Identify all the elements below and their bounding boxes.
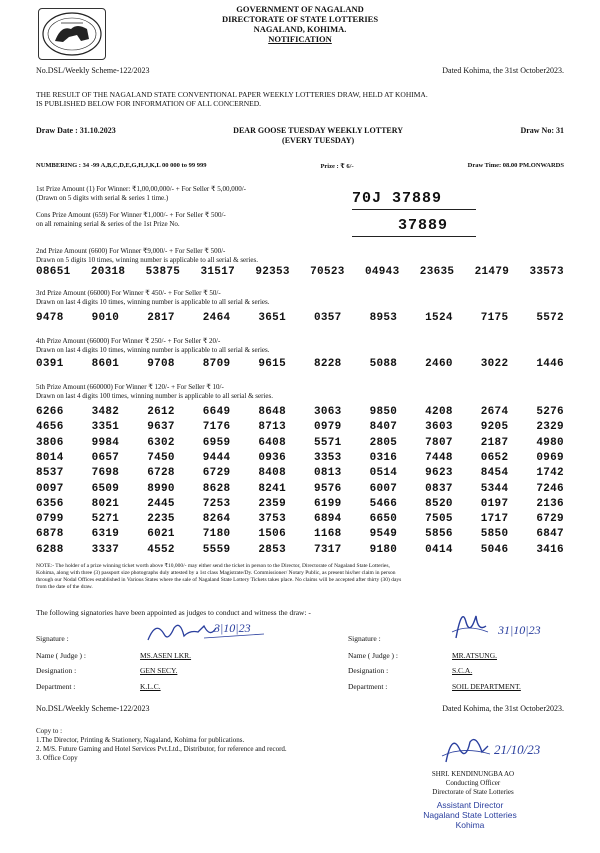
winning-number: 23635 <box>419 266 455 278</box>
winning-number: 2445 <box>147 497 175 510</box>
left-judge-name: MS.ASEN LKR. <box>140 651 192 660</box>
winning-number: 9180 <box>369 543 398 556</box>
winning-number: 7450 <box>147 451 175 464</box>
winning-number: 8021 <box>91 497 120 510</box>
winning-number: 4552 <box>147 543 175 556</box>
winning-number: 0097 <box>36 482 64 495</box>
winning-number: 6650 <box>369 513 398 526</box>
fifth-prize-row <box>36 406 564 418</box>
winning-number: 8648 <box>258 406 286 418</box>
copy-item-3: 3. Office Copy <box>36 754 78 762</box>
winning-number: 7180 <box>202 528 231 541</box>
winning-number: 8953 <box>369 312 398 324</box>
stamp-line-2: Nagaland State Lotteries <box>423 810 517 820</box>
winning-number: 3806 <box>36 436 64 449</box>
winning-number: 8407 <box>369 421 398 434</box>
winning-number: 8990 <box>147 482 175 495</box>
cons-prize-line-1: Cons Prize Amount (659) For Winner ₹1,000/- + For Seller ₹ 500/- <box>36 211 226 219</box>
first-prize-line-2: (Drawn on 5 digits with serial & series 1 time.) <box>36 193 169 202</box>
winning-number: 0969 <box>536 451 564 464</box>
winning-number: 0391 <box>36 358 64 370</box>
winning-number: 6408 <box>258 436 286 449</box>
winning-number: 33573 <box>529 266 564 278</box>
header-line-3: NAGALAND, KOHIMA. <box>253 24 347 34</box>
winning-number: 5572 <box>536 312 564 324</box>
right-judge-name: MR.ATSUNG. <box>452 651 498 660</box>
header-line-1: GOVERNMENT OF NAGALAND <box>236 4 364 14</box>
winning-number: 9549 <box>369 528 398 541</box>
draw-info-row <box>36 126 564 146</box>
winning-number: 20318 <box>90 266 126 278</box>
winning-number: 8014 <box>36 451 64 464</box>
copy-title: Copy to : <box>36 727 63 735</box>
winning-number: 5466 <box>369 497 398 510</box>
winning-number: 04943 <box>364 266 400 278</box>
winning-number: 9623 <box>425 467 453 480</box>
winning-number: 4656 <box>36 421 64 434</box>
copy-item-2: 2. M/S. Future Gaming and Hotel Services Pvt.Ltd., Distributor, for reference and record. <box>36 745 287 753</box>
winning-number: 9708 <box>147 358 175 370</box>
right-judge-department: SOIL DEPARTMENT. <box>452 682 521 691</box>
winning-number: 5271 <box>91 513 120 526</box>
winning-number: 2329 <box>536 421 564 434</box>
winning-number: 0799 <box>36 513 64 526</box>
winning-number: 6021 <box>147 528 175 541</box>
right-department-label: Department : <box>348 682 388 691</box>
note-line-4: from the date of the draw. <box>36 584 93 590</box>
winning-number: 3482 <box>91 406 120 418</box>
fifth-prize-line-1: 5th Prize Amount (660000) For Winner ₹ 120/- + For Seller ₹ 10/- <box>36 383 224 391</box>
officer-name: SHRI. KENDINUNGBA AO <box>431 770 515 778</box>
winning-number: 6728 <box>147 467 175 480</box>
winning-number: 6894 <box>313 513 342 526</box>
draw-number: Draw No: 31 <box>520 126 564 135</box>
winning-number: 2817 <box>147 312 175 324</box>
right-signature-label: Signature : <box>348 634 381 643</box>
third-prize-line-2: Drawn on last 4 digits 10 times, winning number is applicable to all serial & series. <box>36 297 270 306</box>
left-department-label: Department : <box>36 682 76 691</box>
winning-number: 5571 <box>313 436 342 449</box>
fifth-prize-row <box>36 467 564 479</box>
second-prize-numbers <box>36 266 564 278</box>
winning-number: 7246 <box>536 482 564 495</box>
winning-number: 1717 <box>480 513 509 526</box>
winning-number: 0316 <box>369 451 398 464</box>
winning-number: 31517 <box>200 266 235 278</box>
lottery-name: DEAR GOOSE TUESDAY WEEKLY LOTTERY <box>233 126 404 135</box>
winning-number: 8408 <box>258 467 286 480</box>
winning-number: 8228 <box>313 358 342 370</box>
fifth-prize-row <box>36 528 564 540</box>
reference-row <box>36 66 564 75</box>
stamp-line-1: Assistant Director <box>436 800 504 810</box>
svg-text:31|10|23: 31|10|23 <box>498 623 541 637</box>
winning-number: 6266 <box>36 406 64 418</box>
winning-number: 1506 <box>258 528 286 541</box>
winning-number: 0414 <box>425 543 453 556</box>
winning-number: 6959 <box>202 436 231 449</box>
winning-number: 6649 <box>202 406 231 418</box>
winning-number: 2235 <box>147 513 175 526</box>
fifth-prize-row <box>36 437 564 449</box>
cons-prize-line-2: on all remaining serial & series of the 1st Prize No. <box>36 219 180 228</box>
copy-item-1: 1.The Director, Printing & Stationery, Nagaland, Kohima for publications. <box>36 736 245 744</box>
claim-note <box>36 563 564 591</box>
second-prize-text <box>36 247 258 264</box>
fifth-prize-row <box>36 452 564 464</box>
winning-number: 5850 <box>480 528 509 541</box>
fifth-prize-line-2: Drawn on last 4 digits 100 times, winning number is applicable to all serial & series. <box>36 391 273 400</box>
fifth-prize-row <box>36 544 564 556</box>
fourth-prize-line-2: Drawn on last 4 digits 10 times, winning number is applicable to all serial & series. <box>36 345 270 354</box>
first-prize-number: 70J 37889 <box>352 190 443 207</box>
fourth-prize-line-1: 4th Prize Amount (66000) For Winner ₹ 250/- + For Seller ₹ 20/- <box>36 337 221 345</box>
winning-number: 6319 <box>91 528 120 541</box>
scheme-ref: No.DSL/Weekly Scheme-122/2023 <box>36 66 150 75</box>
right-designation-label: Designation : <box>348 666 389 675</box>
winning-number: 6729 <box>202 467 231 480</box>
winning-number: 70523 <box>310 266 345 278</box>
winning-number: 9576 <box>313 482 342 495</box>
fifth-prize-row <box>36 498 564 510</box>
winning-number: 8537 <box>36 467 64 480</box>
winning-number: 2187 <box>480 436 509 449</box>
winning-number: 3063 <box>313 406 342 418</box>
winning-number: 9478 <box>36 312 64 324</box>
winning-number: 2674 <box>480 406 509 418</box>
fifth-prize-row <box>36 513 564 525</box>
winning-number: 9637 <box>147 421 175 434</box>
winning-number: 6288 <box>36 543 64 556</box>
officer-role: Conducting Officer <box>445 779 501 787</box>
fourth-prize-text <box>36 337 270 354</box>
left-judge-department: K.L.C. <box>140 682 161 691</box>
numbering-range: NUMBERING : 34 -99 A,B,C,D,E,G,H,J,K,L 00 000 to 99 999 <box>36 162 207 169</box>
footer-dated-text: Dated Kohima, the 31st October2023. <box>442 704 564 713</box>
notification-title: NOTIFICATION <box>268 34 332 44</box>
winning-number: 2460 <box>425 358 453 370</box>
winning-number: 7698 <box>91 467 120 480</box>
third-prize-line-1: 3rd Prize Amount (66000) For Winner ₹ 450/- + For Seller ₹ 50/- <box>36 289 221 297</box>
winning-number: 08651 <box>36 266 71 278</box>
winning-number: 6302 <box>147 436 175 449</box>
winning-number: 8713 <box>258 421 286 434</box>
winning-number: 0657 <box>91 451 120 464</box>
winning-number: 1524 <box>425 312 453 324</box>
winning-number: 6878 <box>36 528 64 541</box>
winning-number: 2805 <box>369 436 398 449</box>
right-judge-designation: S.C.A. <box>452 666 473 675</box>
third-prize-text <box>36 289 270 306</box>
winning-number: 8601 <box>91 358 120 370</box>
winning-number: 6199 <box>313 497 342 510</box>
winning-number: 8454 <box>480 467 509 480</box>
note-line-3: through our Nodal Offices established in Various States where the sale of Nagaland State Lottery Tickets takes place. No claims will be accepted after thirty (30) days <box>36 577 402 583</box>
winning-number: 0514 <box>369 467 398 480</box>
third-prize-numbers <box>36 312 564 324</box>
winning-number: 6729 <box>536 513 564 526</box>
footer-scheme-ref: No.DSL/Weekly Scheme-122/2023 <box>36 704 150 713</box>
conducting-officer-block <box>388 770 558 797</box>
winning-number: 3022 <box>480 358 509 370</box>
winning-number: 7317 <box>313 543 342 556</box>
winning-number: 6007 <box>369 482 398 495</box>
footer-reference-row <box>36 704 564 713</box>
winning-number: 21479 <box>474 266 510 278</box>
winning-number: 2612 <box>147 406 175 418</box>
ticket-price: Prize : ₹ 6/- <box>320 163 354 170</box>
winning-number: 5276 <box>536 406 564 418</box>
winning-number: 0652 <box>480 451 509 464</box>
note-line-2: Kohima, along with three (3) passport size photographs duly attested by a 1st class Magistrate/Dy. Commissioner/ Notary Public, as present his/her claim in person <box>36 570 396 576</box>
lottery-frequency: (EVERY TUESDAY) <box>282 136 355 145</box>
winning-number: 1446 <box>536 358 564 370</box>
winning-number: 5559 <box>202 543 231 556</box>
winning-number: 9010 <box>91 312 120 324</box>
winning-number: 2464 <box>202 312 231 324</box>
winning-number: 3351 <box>91 421 120 434</box>
winning-number: 5088 <box>369 358 398 370</box>
winning-number: 0936 <box>258 451 286 464</box>
winning-number: 3337 <box>91 543 120 556</box>
winning-number: 2853 <box>258 543 286 556</box>
winning-number: 8709 <box>202 358 231 370</box>
fifth-prize-row <box>36 421 564 433</box>
winning-number: 3651 <box>258 312 286 324</box>
left-signature-label: Signature : <box>36 634 69 643</box>
copy-to-list <box>36 727 287 763</box>
winning-number: 4208 <box>425 406 453 418</box>
winning-number: 0837 <box>425 482 453 495</box>
winning-number: 2136 <box>536 497 564 510</box>
winning-number: 6847 <box>536 528 564 541</box>
winning-number: 5856 <box>425 528 453 541</box>
left-name-label: Name ( Judge ) : <box>36 651 86 660</box>
first-prize-line-1: 1st Prize Amount (1) For Winner: ₹1,00,00,000/- + For Seller ₹ 5,00,000/- <box>36 185 246 193</box>
winning-number: 92353 <box>255 266 290 278</box>
winning-number: 9444 <box>202 451 231 464</box>
officer-signature <box>440 726 560 772</box>
judges-intro: The following signatories have been appointed as judges to conduct and witness the draw: - <box>36 608 311 617</box>
dated-text: Dated Kohima, the 31st October2023. <box>442 66 564 75</box>
winning-number: 5046 <box>480 543 509 556</box>
winning-number: 1742 <box>536 467 564 480</box>
winning-number: 8264 <box>202 513 231 526</box>
winning-number: 7505 <box>425 513 453 526</box>
result-intro-line-2: IS PUBLISHED BELOW FOR INFORMATION OF ALL CONCERNED. <box>36 99 262 108</box>
winning-number: 7807 <box>425 436 453 449</box>
winning-number: 1168 <box>313 528 342 541</box>
winning-number: 53875 <box>145 266 181 278</box>
numbering-row <box>36 162 564 170</box>
winning-number: 8628 <box>202 482 231 495</box>
stamp-line-3: Kohima <box>455 820 485 830</box>
left-judge-signature <box>144 616 274 648</box>
winning-number: 9984 <box>91 436 120 449</box>
winning-number: 7253 <box>202 497 231 510</box>
header-line-2: DIRECTORATE OF STATE LOTTERIES <box>221 14 379 24</box>
winning-number: 3753 <box>258 513 286 526</box>
winning-number: 7176 <box>202 421 231 434</box>
winning-number: 8520 <box>425 497 453 510</box>
official-stamp <box>380 800 560 830</box>
winning-number: 6509 <box>91 482 120 495</box>
winning-number: 5344 <box>480 482 509 495</box>
winning-number: 3603 <box>425 421 453 434</box>
result-intro-line-1: THE RESULT OF THE NAGALAND STATE CONVENTIONAL PAPER WEEKLY LOTTERIES DRAW, HELD AT KOHIMA. <box>36 90 428 99</box>
right-judge-signature <box>448 602 568 646</box>
left-designation-label: Designation : <box>36 666 77 675</box>
winning-number: 2359 <box>258 497 286 510</box>
winning-number: 9615 <box>258 358 286 370</box>
winning-number: 4980 <box>536 436 564 449</box>
second-prize-line-1: 2nd Prize Amount (6600) For Winner ₹9,000/- + For Seller ₹ 500/- <box>36 247 226 255</box>
lottery-name-block <box>233 126 403 146</box>
winning-number: 0813 <box>313 467 342 480</box>
winning-number: 9850 <box>369 406 398 418</box>
result-intro <box>36 90 564 108</box>
second-prize-line-2: Drawn on 5 digits 10 times, winning number is applicable to all serial & series. <box>36 255 259 264</box>
officer-sign-date: 21/10/23 <box>494 742 541 757</box>
draw-time: Draw Time: 08.00 PM.ONWARDS <box>467 162 564 169</box>
winning-number: 0357 <box>313 312 342 324</box>
fifth-prize-row <box>36 483 564 495</box>
cons-prize-text <box>36 211 226 228</box>
winning-number: 8241 <box>258 482 286 495</box>
first-prize-underline <box>352 209 476 210</box>
fifth-prize-text <box>36 383 273 400</box>
cons-prize-number: 37889 <box>398 217 449 234</box>
winning-number: 0197 <box>480 497 509 510</box>
winning-number: 9205 <box>480 421 509 434</box>
winning-number: 7448 <box>425 451 453 464</box>
left-judge-designation: GEN SECY. <box>140 666 178 675</box>
officer-office: Directorate of State Lotteries <box>432 788 514 796</box>
document-header <box>0 4 600 44</box>
winning-number: 3353 <box>313 451 342 464</box>
winning-number: 6356 <box>36 497 64 510</box>
first-prize-text <box>36 185 246 202</box>
svg-text:3|10|23: 3|10|23 <box>214 621 251 635</box>
winning-number: 3416 <box>536 543 564 556</box>
cons-prize-underline <box>352 236 476 237</box>
note-line-1: NOTE:- The holder of a prize winning ticket worth above ₹10,000/- may either send the ticket in person to the Director, Directorate of Nagaland State Lotteries, <box>36 563 390 569</box>
draw-date: Draw Date : 31.10.2023 <box>36 126 116 135</box>
winning-number: 0979 <box>313 421 342 434</box>
fourth-prize-numbers <box>36 358 564 370</box>
winning-number: 7175 <box>480 312 509 324</box>
right-name-label: Name ( Judge ) : <box>348 651 398 660</box>
